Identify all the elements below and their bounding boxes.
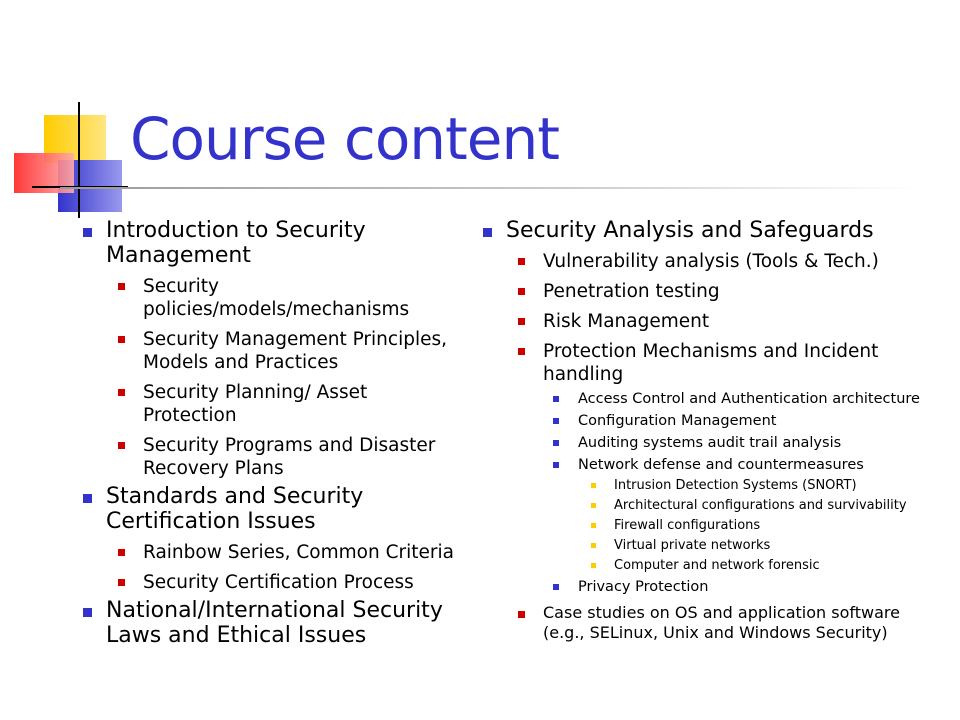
bullet-icon [118, 442, 125, 449]
subtopic-vulnerability-analysis: Vulnerability analysis (Tools & Tech.) [480, 250, 960, 273]
subtopic-rainbow-series: Rainbow Series, Common Criteria [80, 541, 520, 564]
bullet-icon [118, 579, 125, 586]
bullet-icon [591, 563, 596, 568]
subtopic-access-control: Access Control and Authentication architecture [480, 390, 960, 408]
title-divider [60, 187, 920, 189]
subtopic-certification-process: Security Certification Process [80, 571, 520, 594]
bullet-icon [483, 228, 492, 237]
subtopic-privacy-protection: Privacy Protection [480, 578, 960, 596]
subtopic-case-studies: Case studies on OS and application software (e.g., SELinux, Unix and Windows Security) [480, 603, 960, 643]
subtopic-firewall-configurations: Firewall configurations [480, 518, 960, 534]
bullet-icon [518, 348, 525, 355]
bullet-icon [518, 611, 525, 618]
subtopic-disaster-recovery: Security Programs and Disaster Recovery Plans [80, 434, 520, 480]
subtopic-management-principles: Security Management Principles, Models and Practices [80, 328, 520, 374]
bullet-icon [553, 584, 559, 590]
bullet-icon [518, 288, 525, 295]
subtopic-security-policies: Security policies/models/mechanisms [80, 275, 520, 321]
subtopic-configuration-management: Configuration Management [480, 412, 960, 430]
bullet-icon [118, 549, 125, 556]
subtopic-forensics: Computer and network forensic [480, 558, 960, 574]
subtopic-vpn: Virtual private networks [480, 538, 960, 554]
bullet-icon [591, 503, 596, 508]
bullet-icon [591, 523, 596, 528]
subtopic-auditing-systems: Auditing systems audit trail analysis [480, 434, 960, 452]
right-column [480, 214, 960, 643]
subtopic-risk-management: Risk Management [480, 310, 960, 333]
left-column [80, 214, 520, 648]
bullet-icon [553, 396, 559, 402]
bullet-icon [518, 258, 525, 265]
bullet-icon [591, 483, 596, 488]
title-decoration [0, 0, 140, 230]
subtopic-architectural-configurations: Architectural configurations and survivability [480, 498, 960, 514]
bullet-icon [553, 462, 559, 468]
page-title: Course content [130, 105, 559, 173]
bullet-icon [118, 283, 125, 290]
subtopic-network-defense: Network defense and countermeasures [480, 456, 960, 474]
bullet-icon [83, 228, 92, 237]
subtopic-security-planning: Security Planning/ Asset Protection [80, 381, 520, 427]
bullet-icon [118, 336, 125, 343]
bullet-icon [83, 608, 92, 617]
subtopic-protection-mechanisms: Protection Mechanisms and Incident handling [480, 340, 960, 386]
topic-security-analysis: Security Analysis and Safeguards [480, 218, 960, 243]
bullet-icon [118, 389, 125, 396]
bullet-icon [83, 494, 92, 503]
subtopic-penetration-testing: Penetration testing [480, 280, 960, 303]
topic-intro-security-management: Introduction to Security Management [80, 218, 520, 268]
subtopic-intrusion-detection: Intrusion Detection Systems (SNORT) [480, 478, 960, 494]
bullet-icon [553, 418, 559, 424]
topic-laws-ethics: National/International Security Laws and Ethical Issues [80, 598, 520, 648]
deco-vertical-line [78, 102, 80, 218]
topic-standards-certification: Standards and Security Certification Issues [80, 484, 520, 534]
bullet-icon [591, 543, 596, 548]
bullet-icon [553, 440, 559, 446]
bullet-icon [518, 318, 525, 325]
